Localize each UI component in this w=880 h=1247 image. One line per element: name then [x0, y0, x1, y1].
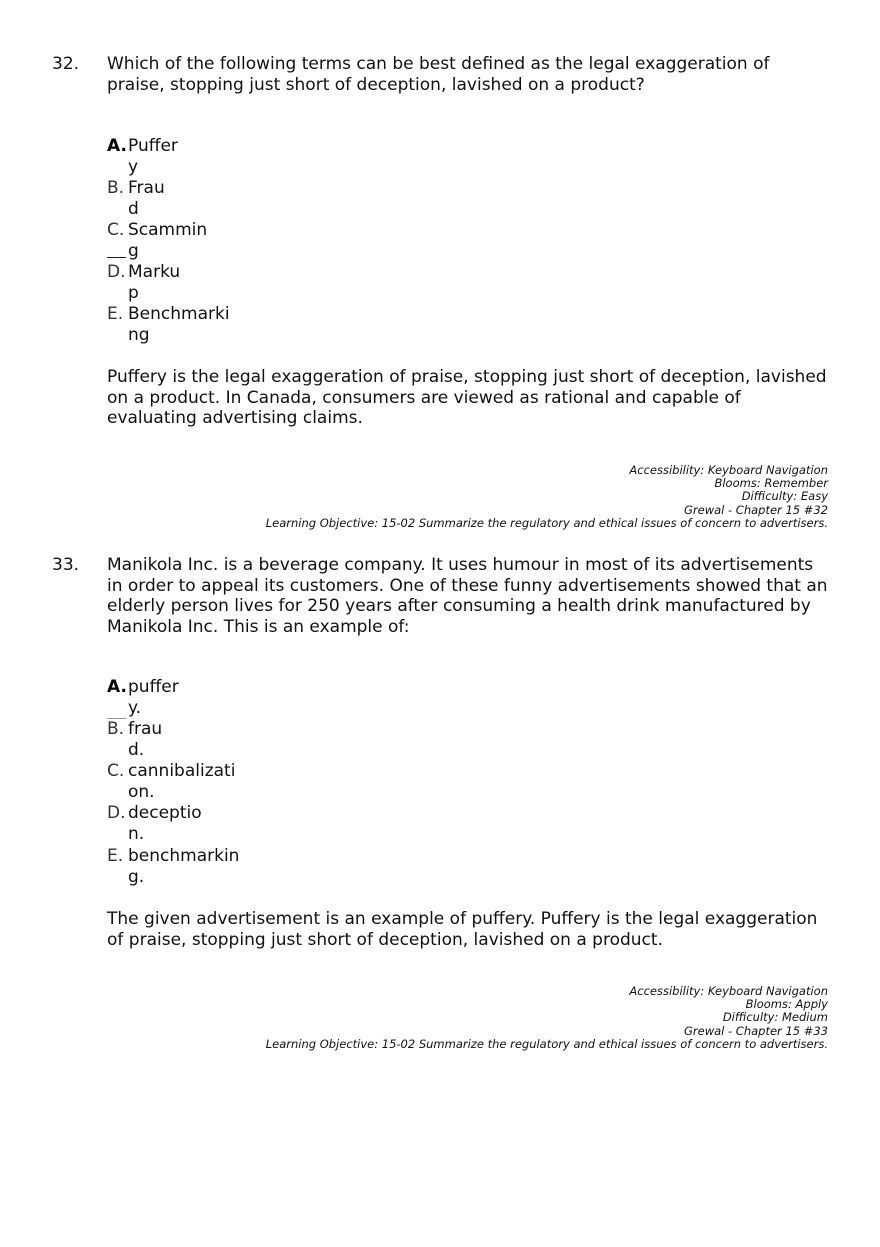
question-number: 32. — [52, 54, 80, 74]
question-text: Manikola Inc. is a beverage company. It uses humour in most of its advertisements in order to appeal its customers. One of these funny advertisements showed that an elderly person lives for 250 years after consuming a health drink manufactured by Manikola Inc. This is an example of: — [107, 555, 828, 637]
choice-text: deceptio n. — [128, 803, 202, 844]
difficulty-tag: Difficulty: Medium — [722, 1010, 828, 1025]
choice-letter: E. — [107, 846, 124, 866]
choice-text: Scammin g — [128, 220, 208, 261]
choice-letter: C. — [107, 761, 125, 781]
blooms-tag: Blooms: Remember — [714, 476, 828, 491]
explanation: Puffery is the legal exaggeration of praise, stopping just short of deception, lavished on a product. In Canada, consumers are viewed as rational and capable of evaluating advertising claims. — [107, 367, 827, 428]
accessibility-tag: Accessibility: Keyboard Navigation — [629, 463, 828, 477]
choice-text: cannibalizati on. — [128, 761, 236, 802]
choice-text: benchmarkin g. — [128, 846, 240, 887]
choice-letter: D. — [107, 262, 126, 282]
difficulty-tag: Difficulty: Easy — [741, 489, 828, 504]
choice-text: Marku p — [128, 262, 181, 303]
explanation: The given advertisement is an example of puffery. Puffery is the legal exaggeration of praise, stopping just short of deception, lavished on a product. — [107, 909, 818, 950]
choice-text: frau d. — [128, 719, 163, 760]
choice-text: Frau d — [128, 178, 165, 219]
accessibility-tag: Accessibility: Keyboard Navigation — [629, 984, 828, 998]
choice-letter: C. — [107, 220, 125, 240]
choice-letter: A. — [107, 677, 127, 697]
question-metadata — [266, 464, 828, 530]
choice-letter: D. — [107, 803, 126, 823]
choice-letter: A. — [107, 136, 127, 156]
choice-letter: B. — [107, 719, 125, 739]
choice-letter: E. — [107, 304, 124, 324]
learning-objective: Learning Objective: 15-02 Summarize the regulatory and ethical issues of concern to advertisers. — [265, 1036, 828, 1051]
choice-text: Benchmarki ng — [128, 304, 230, 345]
choice-letter: B. — [107, 178, 125, 198]
choice-text: puffer y. — [128, 677, 179, 718]
question-number: 33. — [52, 555, 80, 575]
source-tag: Grewal - Chapter 15 #33 — [683, 1023, 828, 1038]
selection-mark — [107, 257, 126, 258]
source-tag: Grewal - Chapter 15 #32 — [683, 502, 828, 517]
blooms-tag: Blooms: Apply — [745, 997, 828, 1012]
choice-text: Puffer y — [128, 136, 178, 177]
question-metadata — [266, 985, 828, 1051]
learning-objective: Learning Objective: 15-02 Summarize the regulatory and ethical issues of concern to advertisers. — [265, 515, 828, 530]
question-text: Which of the following terms can be best defined as the legal exaggeration of praise, stopping just short of deception, lavished on a product? — [107, 54, 770, 95]
